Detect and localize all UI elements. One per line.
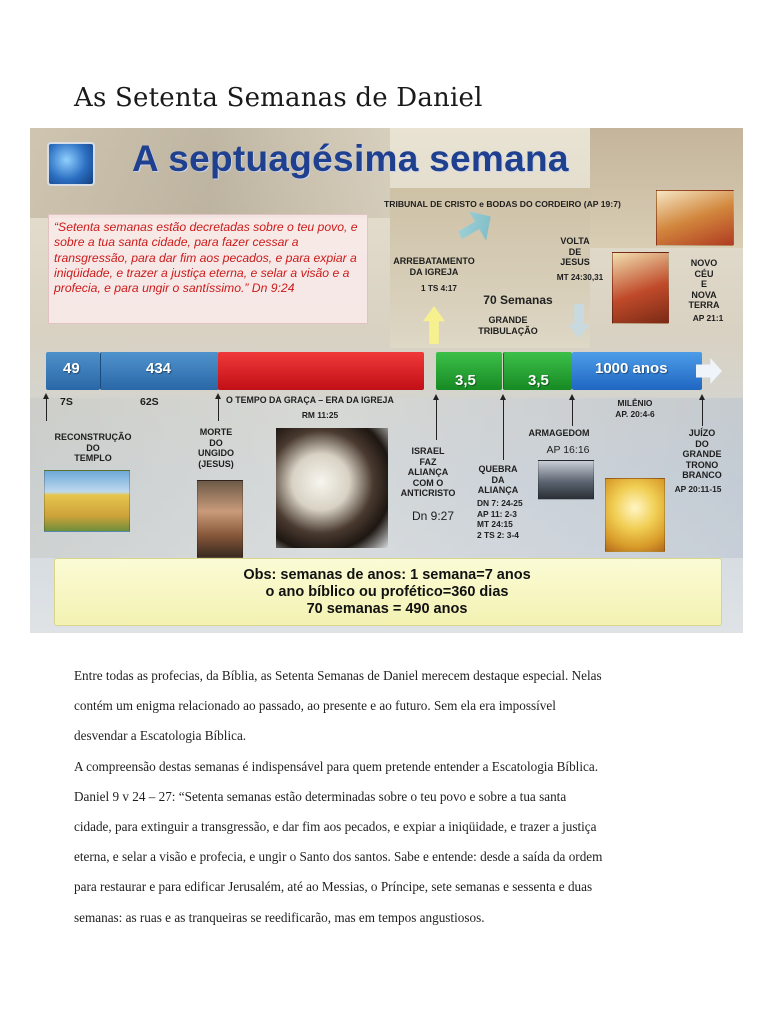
temple-reconstruction-label: RECONSTRUÇÃO DO TEMPLO (54, 432, 132, 463)
judgment-throne-image (605, 478, 665, 552)
arrebatamento-reference: 1 TS 4:17 (421, 284, 457, 293)
jesus-on-horse-image (612, 252, 669, 324)
broken-covenant-label: QUEBRA DA ALIANÇA (477, 464, 519, 495)
observation-line-2: o ano bíblico ou profético=360 dias (265, 584, 509, 600)
death-of-anointed-label: MORTE DO UNGIDO (JESUS) (198, 427, 234, 469)
body-line-9: semanas: as ruas e as tranqueiras se reedificarão, mas em tempos angustiosos. (74, 910, 485, 925)
broken-covenant-references: DN 7: 24-25 AP 11: 2-3 MT 24:15 2 TS 2: 3-4 (477, 498, 523, 540)
tick-armagedom (572, 396, 573, 426)
tick-7s (46, 395, 47, 421)
body-line-2: contém um enigma relacionado ao passado, ao presente e ao futuro. Sem ela era impossível (74, 698, 556, 713)
body-line-3: desvendar a Escatologia Bíblica. (74, 728, 247, 743)
bar-label-millennium: 1000 anos (595, 360, 668, 377)
tribunal-label: TRIBUNAL DE CRISTO e BODAS DO CORDEIRO (AP 19:7) (384, 199, 621, 209)
infographic-figure (30, 128, 743, 633)
crucifixion-image (197, 480, 243, 558)
tick-quebra (503, 396, 504, 460)
bar-grace (218, 352, 424, 390)
great-tribulation-label: GRANDE TRIBULAÇÃO (478, 315, 538, 336)
new-heaven-reference: AP 21:1 (692, 313, 724, 323)
grace-era-label: O TEMPO DA GRAÇA – ERA DA IGREJA (226, 395, 394, 405)
globe-icon (47, 142, 95, 186)
great-white-throne-reference: AP 20:11-15 (674, 484, 722, 494)
figure-heading: A septuagésima semana (132, 138, 569, 179)
armageddon-label: ARMAGEDOM (528, 428, 590, 438)
body-line-5: Daniel 9 v 24 – 27: “Setenta semanas estão determinadas sobre o teu povo e sobre a tua santa (74, 789, 567, 804)
bar-label-434: 434 (146, 360, 172, 377)
second-coming-label: VOLTA DE JESUS (560, 236, 590, 267)
body-line-4: A compreensão destas semanas é indispensável para quem pretende entender a Escatologia Bíblica. (74, 759, 599, 774)
daniel-quote: “Setenta semanas estão decretadas sobre o teu povo, e sobre a tua santa cidade, para fazer cessar a transgressão, para dar fim aos pecados, e para expiar a iniqüidade, e trazer a justiça eterna, e selar a visão e a profecia, e para ungir o santíssimo.” Dn 9:24 (54, 220, 358, 296)
document-title: As Setenta Semanas de Daniel (74, 83, 483, 114)
armageddon-reference: AP 16:16 (546, 444, 590, 456)
label-7s: 7S (60, 396, 73, 408)
israel-covenant-label: ISRAEL FAZ ALIANÇA COM O ANTICRISTO (400, 446, 456, 498)
tick-grace (218, 395, 219, 421)
label-62s: 62S (140, 396, 159, 408)
second-coming-reference: MT 24:30,31 (556, 273, 604, 282)
bar-label-first-half: 3,5 (455, 372, 476, 389)
bar-label-49: 49 (63, 360, 80, 377)
bar-label-second-half: 3,5 (528, 372, 549, 389)
observation-line-1: Obs: semanas de anos: 1 semana=7 anos (243, 567, 531, 583)
temple-image (44, 470, 130, 532)
bible-reading-image (276, 428, 388, 548)
armageddon-image (538, 460, 594, 500)
grace-era-reference: RM 11:25 (301, 410, 339, 420)
tick-juizo (702, 396, 703, 426)
body-line-7: eterna, e selar a visão e profecia, e ungir o Santo dos santos. Sabe e entende: desde a saída da ordem (74, 849, 603, 864)
arrebatamento-label: ARREBATAMENTO DA IGREJA (393, 256, 475, 277)
throne-scene-image (656, 190, 734, 246)
millennium-label: MILÊNIO AP. 20:4-6 (615, 398, 655, 419)
body-line-1: Entre todas as profecias, da Bíblia, as Setenta Semanas de Daniel merecem destaque especial. Nelas (74, 668, 602, 683)
seventy-weeks-label: 70 Semanas (483, 293, 553, 307)
body-line-8: para restaurar e para edificar Jerusalém, até ao Messias, o Príncipe, sete semanas e sessenta e duas (74, 879, 593, 894)
great-white-throne-label: JUÍZO DO GRANDE TRONO BRANCO (682, 428, 722, 480)
body-line-6: cidade, para extinguir a transgressão, e dar fim aos pecados, e expiar a iniqüidade, e trazer a justiça (74, 819, 597, 834)
tick-israel (436, 396, 437, 440)
observation-line-3: 70 semanas = 490 anos (306, 601, 468, 617)
israel-covenant-reference: Dn 9:27 (411, 509, 455, 523)
new-heaven-label: NOVO CÉU E NOVA TERRA (688, 258, 720, 310)
